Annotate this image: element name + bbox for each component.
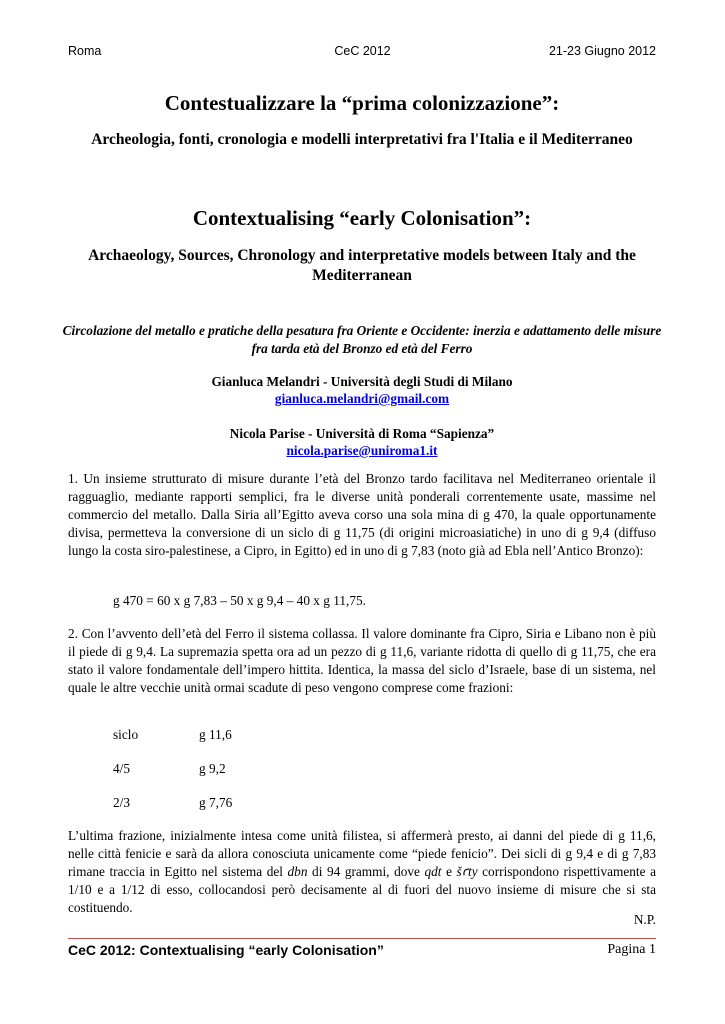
talk-title: Circolazione del metallo e pratiche della pesatura fra Oriente e Occidente: inerzia e adattamento delle misure fra tarda età del Bronzo ed età del Ferro [62,323,662,356]
weight-formula: g 470 = 60 x g 7,83 – 50 x g 9,4 – 40 x g 11,75. [113,593,366,608]
header-location: Roma [68,44,102,58]
fraction-name: 2/3 [113,795,130,810]
footer-title: CeC 2012: Contextualising “early Colonisation” [68,942,384,958]
author-1-name: Gianluca Melandri - Università degli Studi di Milano [211,374,513,389]
paragraph-3-text: e [441,864,457,879]
paragraph-3-text: di 94 grammi, dove [307,864,425,879]
fraction-name: siclo [113,727,139,742]
header-dates: 21-23 Giugno 2012 [548,44,656,58]
fraction-value: g 9,2 [199,761,226,776]
author-1-email-link[interactable]: gianluca.melandri@gmail.com [274,391,450,406]
term-sty: šꜥty [456,864,478,879]
subtitle-italian: Archeologia, fonti, cronologia e modelli interpretativi fra l'Italia e il Mediterraneo [91,131,633,148]
paragraph-3 [68,827,656,917]
term-dbn: dbn [287,864,308,879]
paragraph-3-text: L’ultima frazione, inizialmente intesa come unità filistea, si affermerà presto, ai danni del piede di g 11,6, nelle città fenicie e sarà da allora conosciuta unicamente come “piede fenicio”. Dei sicli di g 9,4 e di g 7,83 rimane traccia in Egitto nel sistema del [68,828,656,879]
author-initials: N.P. [633,912,656,927]
paragraph-3-text: corrispondono rispettivamente a 1/10 e a 1/12 di esso, collocandosi però decisamente al di fuori del nuovo insieme di misure che si sta costituendo. [68,864,656,915]
title-english: Contextualising “early Colonisation”: [192,206,532,230]
author-2-email-link[interactable]: nicola.parise@uniroma1.it [286,443,438,458]
paragraph-1: 1. Un insieme strutturato di misure durante l’età del Bronzo tardo facilitava nel Mediterraneo orientale il ragguaglio, mediante rapporti semplici, fra le diverse unità ponderali correntemente usate, massime nel commercio del metallo. Dalla Siria all’Egitto aveva corso una sola mina di g 470, la quale opportunamente divisa, permetteva la conversione di un siclo di g 11,75 (di origini microasiatiche) in uno di g 9,4 (diffuso lungo la costa siro-palestinese, a Cipro, in Egitto) ed in uno di g 7,83 (noto già ad Ebla nell’Antico Bronzo): [68,471,656,558]
fraction-name: 4/5 [113,761,130,776]
paragraph-2: 2. Con l’avvento dell’età del Ferro il sistema collassa. Il valore dominante fra Cipro, Siria e Libano non è più il piede di g 9,4. La supremazia spetta ora ad un pezzo di g 11,6, variante ridotta di quello di g 11,75, che era stato il valore fondamentale dell’impero hittita. Identica, la massa del siclo d’Israele, base di un sistema, nel quale le altre vecchie unità ormai scadute di peso vengono comprese come frazioni: [68,626,656,695]
subtitle-english: Archaeology, Sources, Chronology and interpretative models between Italy and the Mediterranean [88,247,636,284]
author-2-name: Nicola Parise - Università di Roma “Sapienza” [229,426,495,441]
term-qdt: qdt [424,864,442,879]
fraction-value: g 11,6 [199,727,232,742]
fraction-value: g 7,76 [199,795,233,810]
footer-rule [68,938,656,939]
footer-page-number: Pagina 1 [607,942,656,957]
title-italian: Contestualizzare la “prima colonizzazione”: [164,91,560,115]
header-conference: CeC 2012 [334,44,391,58]
